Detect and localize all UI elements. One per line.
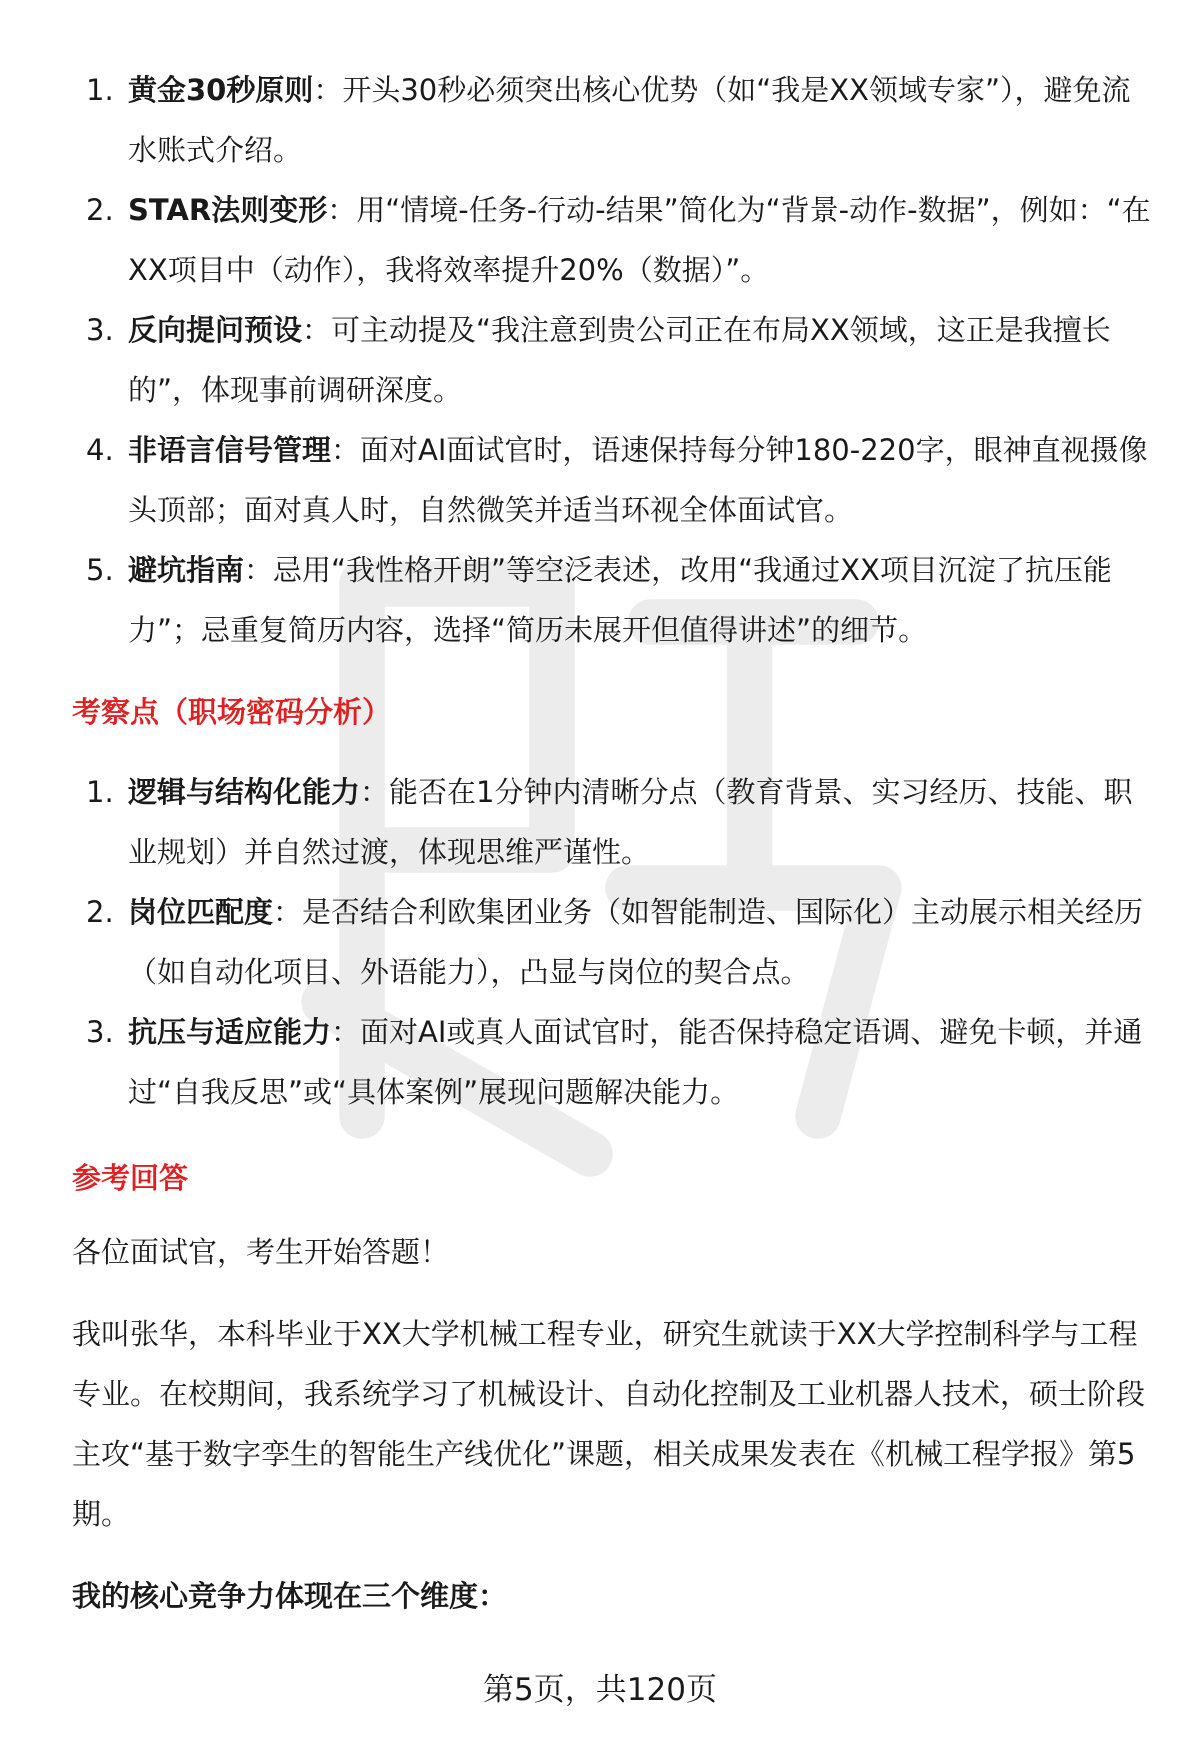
section-heading-answer: 参考回答 bbox=[72, 1161, 189, 1195]
list-number: 3. bbox=[86, 1015, 114, 1049]
greeting-paragraph: 各位面试官，考生开始答题！ bbox=[72, 1235, 450, 1269]
tips-list bbox=[72, 60, 1152, 660]
list-term: STAR法则变形 bbox=[128, 193, 328, 227]
list-text: ：面对AI或真人面试官时，能否保持稳定语调、避免卡顿，并通过“自我反思”或“具体案例”展现问题解决能力。 bbox=[128, 1015, 1143, 1109]
list-item bbox=[72, 180, 1152, 300]
section-heading-kaocha: 考察点（职场密码分析） bbox=[72, 695, 392, 729]
list-term: 反向提问预设 bbox=[128, 313, 303, 347]
list-item bbox=[72, 882, 1152, 1002]
list-item bbox=[72, 420, 1152, 540]
list-text: ：是否结合利欧集团业务（如智能制造、国际化）主动展示相关经历（如自动化项目、外语能力），凸显与岗位的契合点。 bbox=[128, 895, 1144, 989]
list-number: 4. bbox=[86, 433, 114, 467]
list-text: ：忌用“我性格开朗”等空泛表述，改用“我通过XX项目沉淀了抗压能力”；忌重复简历内容，选择“简历未展开但值得讲述”的细节。 bbox=[128, 553, 1112, 647]
list-number: 1. bbox=[86, 775, 114, 809]
list-text: ：开头30秒必须突出核心优势（如“我是XX领域专家”），避免流水账式介绍。 bbox=[128, 73, 1131, 167]
list-item bbox=[72, 540, 1152, 660]
list-number: 3. bbox=[86, 313, 114, 347]
core-competence-heading: 我的核心竞争力体现在三个维度： bbox=[72, 1579, 508, 1613]
list-number: 2. bbox=[86, 895, 114, 929]
list-term: 避坑指南 bbox=[128, 553, 245, 587]
list-item bbox=[72, 60, 1152, 180]
list-text: ：可主动提及“我注意到贵公司正在布局XX领域，这正是我擅长的”，体现事前调研深度。 bbox=[128, 313, 1111, 407]
list-text: ：能否在1分钟内清晰分点（教育背景、实习经历、技能、职业规划）并自然过渡，体现思维严谨性。 bbox=[128, 775, 1133, 869]
intro-paragraph: 我叫张华，本科毕业于XX大学机械工程专业，研究生就读于XX大学控制科学与工程专业。在校期间，我系统学习了机械设计、自动化控制及工业机器人技术，硕士阶段主攻“基于数字孪生的智能生产线优化”课题，相关成果发表在《机械工程学报》第5期。 bbox=[72, 1317, 1146, 1531]
list-item bbox=[72, 762, 1152, 882]
list-text: ：面对AI面试官时，语速保持每分钟180-220字，眼神直视摄像头顶部；面对真人时，自然微笑并适当环视全体面试官。 bbox=[128, 433, 1148, 527]
list-term: 抗压与适应能力 bbox=[128, 1015, 332, 1049]
list-number: 2. bbox=[86, 193, 114, 227]
list-text: ：用“情境-任务-行动-结果”简化为“背景-动作-数据”，例如：“在XX项目中（动作），我将效率提升20%（数据）”。 bbox=[128, 193, 1151, 287]
list-term: 黄金30秒原则 bbox=[128, 73, 314, 107]
list-item bbox=[72, 1002, 1152, 1122]
list-term: 岗位匹配度 bbox=[128, 895, 274, 929]
list-number: 5. bbox=[86, 553, 114, 587]
list-item bbox=[72, 300, 1152, 420]
list-term: 逻辑与结构化能力 bbox=[128, 775, 361, 809]
list-number: 1. bbox=[86, 73, 114, 107]
list-term: 非语言信号管理 bbox=[128, 433, 332, 467]
page-content bbox=[72, 60, 1152, 1626]
kaocha-list bbox=[72, 762, 1152, 1122]
page-number-footer: 第5页，共120页 bbox=[483, 1672, 717, 1708]
